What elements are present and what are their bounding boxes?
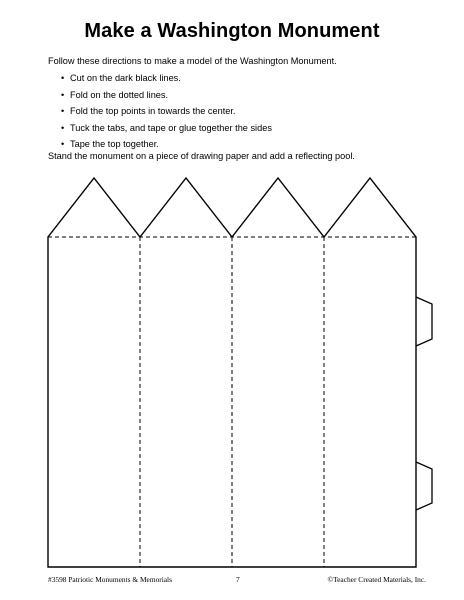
bullet-icon: • xyxy=(61,106,65,116)
step-text: Cut on the dark black lines. xyxy=(70,73,181,83)
closing-text: Stand the monument on a piece of drawing paper and add a reflecting pool. xyxy=(48,151,355,161)
step-text: Fold the top points in towards the center. xyxy=(70,106,236,116)
bullet-icon: • xyxy=(61,89,65,100)
page-number: 7 xyxy=(236,575,240,584)
bullet-icon: • xyxy=(61,73,65,83)
step-text: Fold on the dotted lines. xyxy=(70,89,169,100)
footer-source: #3598 Patriotic Monuments & Memorials xyxy=(48,575,172,584)
step-text: Tape the top together. xyxy=(70,139,159,149)
page-title: Make a Washington Monument xyxy=(84,20,380,42)
bullet-icon: • xyxy=(61,122,65,133)
tab-upper xyxy=(416,297,432,346)
intro-text: Follow these directions to make a model of the Washington Monument. xyxy=(48,56,337,66)
bullet-icon: • xyxy=(61,139,65,149)
step-text: Tuck the tabs, and tape or glue together the sides xyxy=(70,122,272,133)
footer-copyright: ©Teacher Created Materials, Inc. xyxy=(327,575,426,584)
tab-lower xyxy=(416,462,432,510)
